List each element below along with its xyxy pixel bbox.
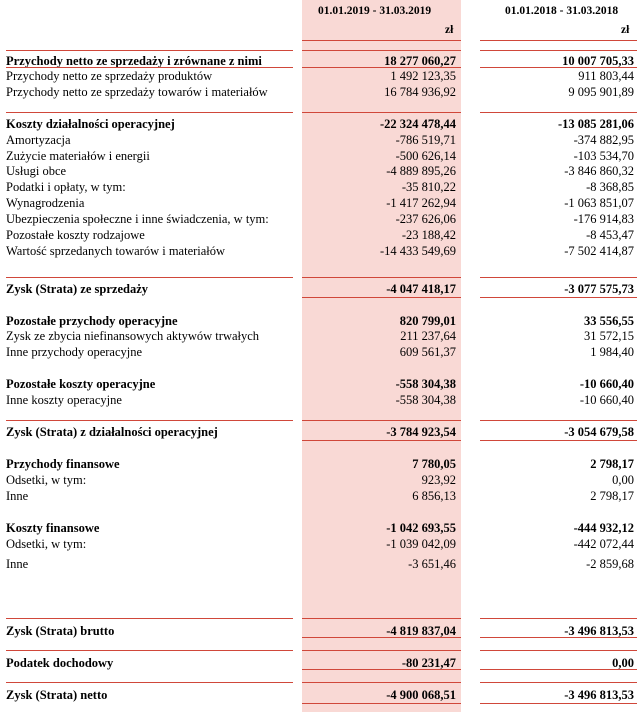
separator-line (302, 67, 461, 68)
row-label: Pozostałe koszty rodzajowe (6, 228, 145, 242)
separator-line (302, 682, 461, 683)
row-label: Inne koszty operacyjne (6, 393, 122, 407)
separator-line (6, 682, 293, 683)
row-value-2018: -3 077 575,73 (564, 282, 634, 296)
separator-line (480, 650, 637, 651)
row-value-2018: -10 660,40 (579, 377, 634, 391)
row-value-2019: -14 433 549,69 (379, 244, 456, 258)
row-label: Zysk (Strata) ze sprzedaży (6, 282, 148, 296)
row-label: Odsetki, w tym: (6, 537, 87, 551)
row-value-2018: -8 368,85 (586, 180, 634, 194)
separator-line (6, 650, 293, 651)
row-value-2019: -3 651,46 (408, 557, 456, 571)
row-value-2018: -8 453,47 (586, 228, 634, 242)
row-label: Przychody netto ze sprzedaży i zrównane z nimi (6, 54, 262, 68)
row-value-2019: -558 304,38 (395, 393, 456, 407)
separator-line (302, 618, 461, 619)
row-value-2019: -1 042 693,55 (386, 521, 456, 535)
row-value-2019: 609 561,37 (399, 345, 456, 359)
separator-line (480, 703, 637, 704)
row-value-2018: -176 914,83 (573, 212, 634, 226)
row-value-2018: -442 072,44 (573, 537, 634, 551)
row-label: Pozostałe koszty operacyjne (6, 377, 156, 391)
row-label: Inne (6, 557, 29, 571)
row-value-2019: -558 304,38 (395, 377, 456, 391)
col2-period-header: 01.01.2018 - 31.03.2018 (505, 5, 619, 17)
separator-line (302, 297, 461, 298)
row-label: Zysk (Strata) brutto (6, 624, 115, 638)
row-value-2019: -4 889 895,26 (386, 164, 456, 178)
row-value-2018: -374 882,95 (573, 133, 634, 147)
separator-line (480, 277, 637, 278)
separator-line (480, 420, 637, 421)
row-value-2019: -35 810,22 (401, 180, 456, 194)
row-value-2018: -3 496 813,53 (564, 624, 634, 638)
row-value-2018: 2 798,17 (590, 457, 634, 471)
row-value-2018: -13 085 281,06 (557, 117, 634, 131)
row-label: Zysk (Strata) netto (6, 688, 108, 702)
row-label: Przychody finansowe (6, 457, 120, 471)
separator-line (302, 703, 461, 704)
row-value-2019: -4 900 068,51 (386, 688, 456, 702)
row-value-2019: 923,92 (421, 473, 456, 487)
row-value-2019: 211 237,64 (400, 329, 456, 343)
row-value-2019: 820 799,01 (399, 314, 456, 328)
row-value-2018: -1 063 851,07 (564, 196, 634, 210)
row-value-2018: -3 054 679,58 (564, 425, 634, 439)
row-label: Zysk (Strata) z działalności operacyjnej (6, 425, 218, 439)
separator-line (480, 618, 637, 619)
row-value-2019: -80 231,47 (401, 656, 456, 670)
separator-line (302, 50, 461, 51)
row-label: Przychody netto ze sprzedaży towarów i materiałów (6, 85, 268, 99)
row-value-2018: 9 095 901,89 (568, 85, 634, 99)
separator-line (302, 420, 461, 421)
row-value-2018: 1 984,40 (590, 345, 634, 359)
row-label: Zysk ze zbycia niefinansowych aktywów trwałych (6, 329, 260, 343)
row-value-2019: -4 819 837,04 (386, 624, 456, 638)
row-value-2018: 0,00 (612, 473, 634, 487)
row-value-2019: -786 519,71 (395, 133, 456, 147)
row-label: Odsetki, w tym: (6, 473, 87, 487)
row-value-2019: -3 784 923,54 (386, 425, 456, 439)
row-value-2018: -444 932,12 (573, 521, 634, 535)
col1-unit-header: zł (445, 24, 454, 36)
row-value-2018: 10 007 705,33 (562, 54, 634, 68)
col2-unit-header: zł (621, 24, 630, 36)
header-underline-col2 (480, 40, 637, 41)
separator-line (302, 112, 461, 113)
separator-line (302, 650, 461, 651)
row-value-2018: -2 859,68 (586, 557, 634, 571)
separator-line (480, 297, 637, 298)
row-value-2019: -4 047 418,17 (386, 282, 456, 296)
separator-line (480, 50, 637, 51)
row-label: Wynagrodzenia (6, 196, 85, 210)
row-value-2019: -500 626,14 (395, 149, 456, 163)
row-value-2019: 6 856,13 (412, 489, 456, 503)
row-value-2018: 31 572,15 (584, 329, 634, 343)
row-value-2019: -237 626,06 (395, 212, 456, 226)
row-label: Usługi obce (6, 164, 67, 178)
separator-line (480, 67, 637, 68)
separator-line (480, 440, 637, 441)
row-label: Inne (6, 489, 29, 503)
separator-line (302, 637, 461, 638)
separator-line (302, 440, 461, 441)
row-label: Przychody netto ze sprzedaży produktów (6, 69, 213, 83)
row-value-2018: -3 846 860,32 (564, 164, 634, 178)
separator-line (6, 277, 293, 278)
header-underline-col1 (302, 40, 461, 41)
row-value-2019: -1 039 042,09 (386, 537, 456, 551)
row-value-2018: -7 502 414,87 (564, 244, 634, 258)
row-label: Inne przychody operacyjne (6, 345, 143, 359)
separator-line (480, 637, 637, 638)
row-value-2019: -1 417 262,94 (386, 196, 456, 210)
row-label: Wartość sprzedanych towarów i materiałów (6, 244, 226, 258)
row-value-2018: -3 496 813,53 (564, 688, 634, 702)
row-value-2019: -22 324 478,44 (379, 117, 456, 131)
separator-line (480, 669, 637, 670)
row-value-2018: -103 534,70 (573, 149, 634, 163)
row-value-2019: 1 492 123,35 (390, 69, 456, 83)
separator-line (6, 50, 293, 51)
row-value-2018: 33 556,55 (584, 314, 634, 328)
separator-line (480, 112, 637, 113)
row-value-2019: 7 780,05 (412, 457, 456, 471)
row-label: Koszty działalności operacyjnej (6, 117, 175, 131)
row-value-2018: 0,00 (612, 656, 634, 670)
row-label: Amortyzacja (6, 133, 71, 147)
row-value-2019: 18 277 060,27 (384, 54, 456, 68)
separator-line (6, 618, 293, 619)
row-label: Ubezpieczenia społeczne i inne świadczenia, w tym: (6, 212, 269, 226)
separator-line (6, 67, 293, 68)
row-label: Zużycie materiałów i energii (6, 149, 150, 163)
separator-line (6, 420, 293, 421)
row-value-2018: 911 803,44 (578, 69, 634, 83)
row-label: Pozostałe przychody operacyjne (6, 314, 178, 328)
separator-line (480, 682, 637, 683)
row-label: Koszty finansowe (6, 521, 100, 535)
row-label: Podatek dochodowy (6, 656, 114, 670)
separator-line (302, 669, 461, 670)
row-value-2019: 16 784 936,92 (384, 85, 456, 99)
row-value-2018: 2 798,17 (590, 489, 634, 503)
separator-line (6, 112, 293, 113)
row-label: Podatki i opłaty, w tym: (6, 180, 126, 194)
col1-period-header: 01.01.2019 - 31.03.2019 (318, 5, 432, 17)
row-value-2018: -10 660,40 (579, 393, 634, 407)
separator-line (302, 277, 461, 278)
row-value-2019: -23 188,42 (401, 228, 456, 242)
